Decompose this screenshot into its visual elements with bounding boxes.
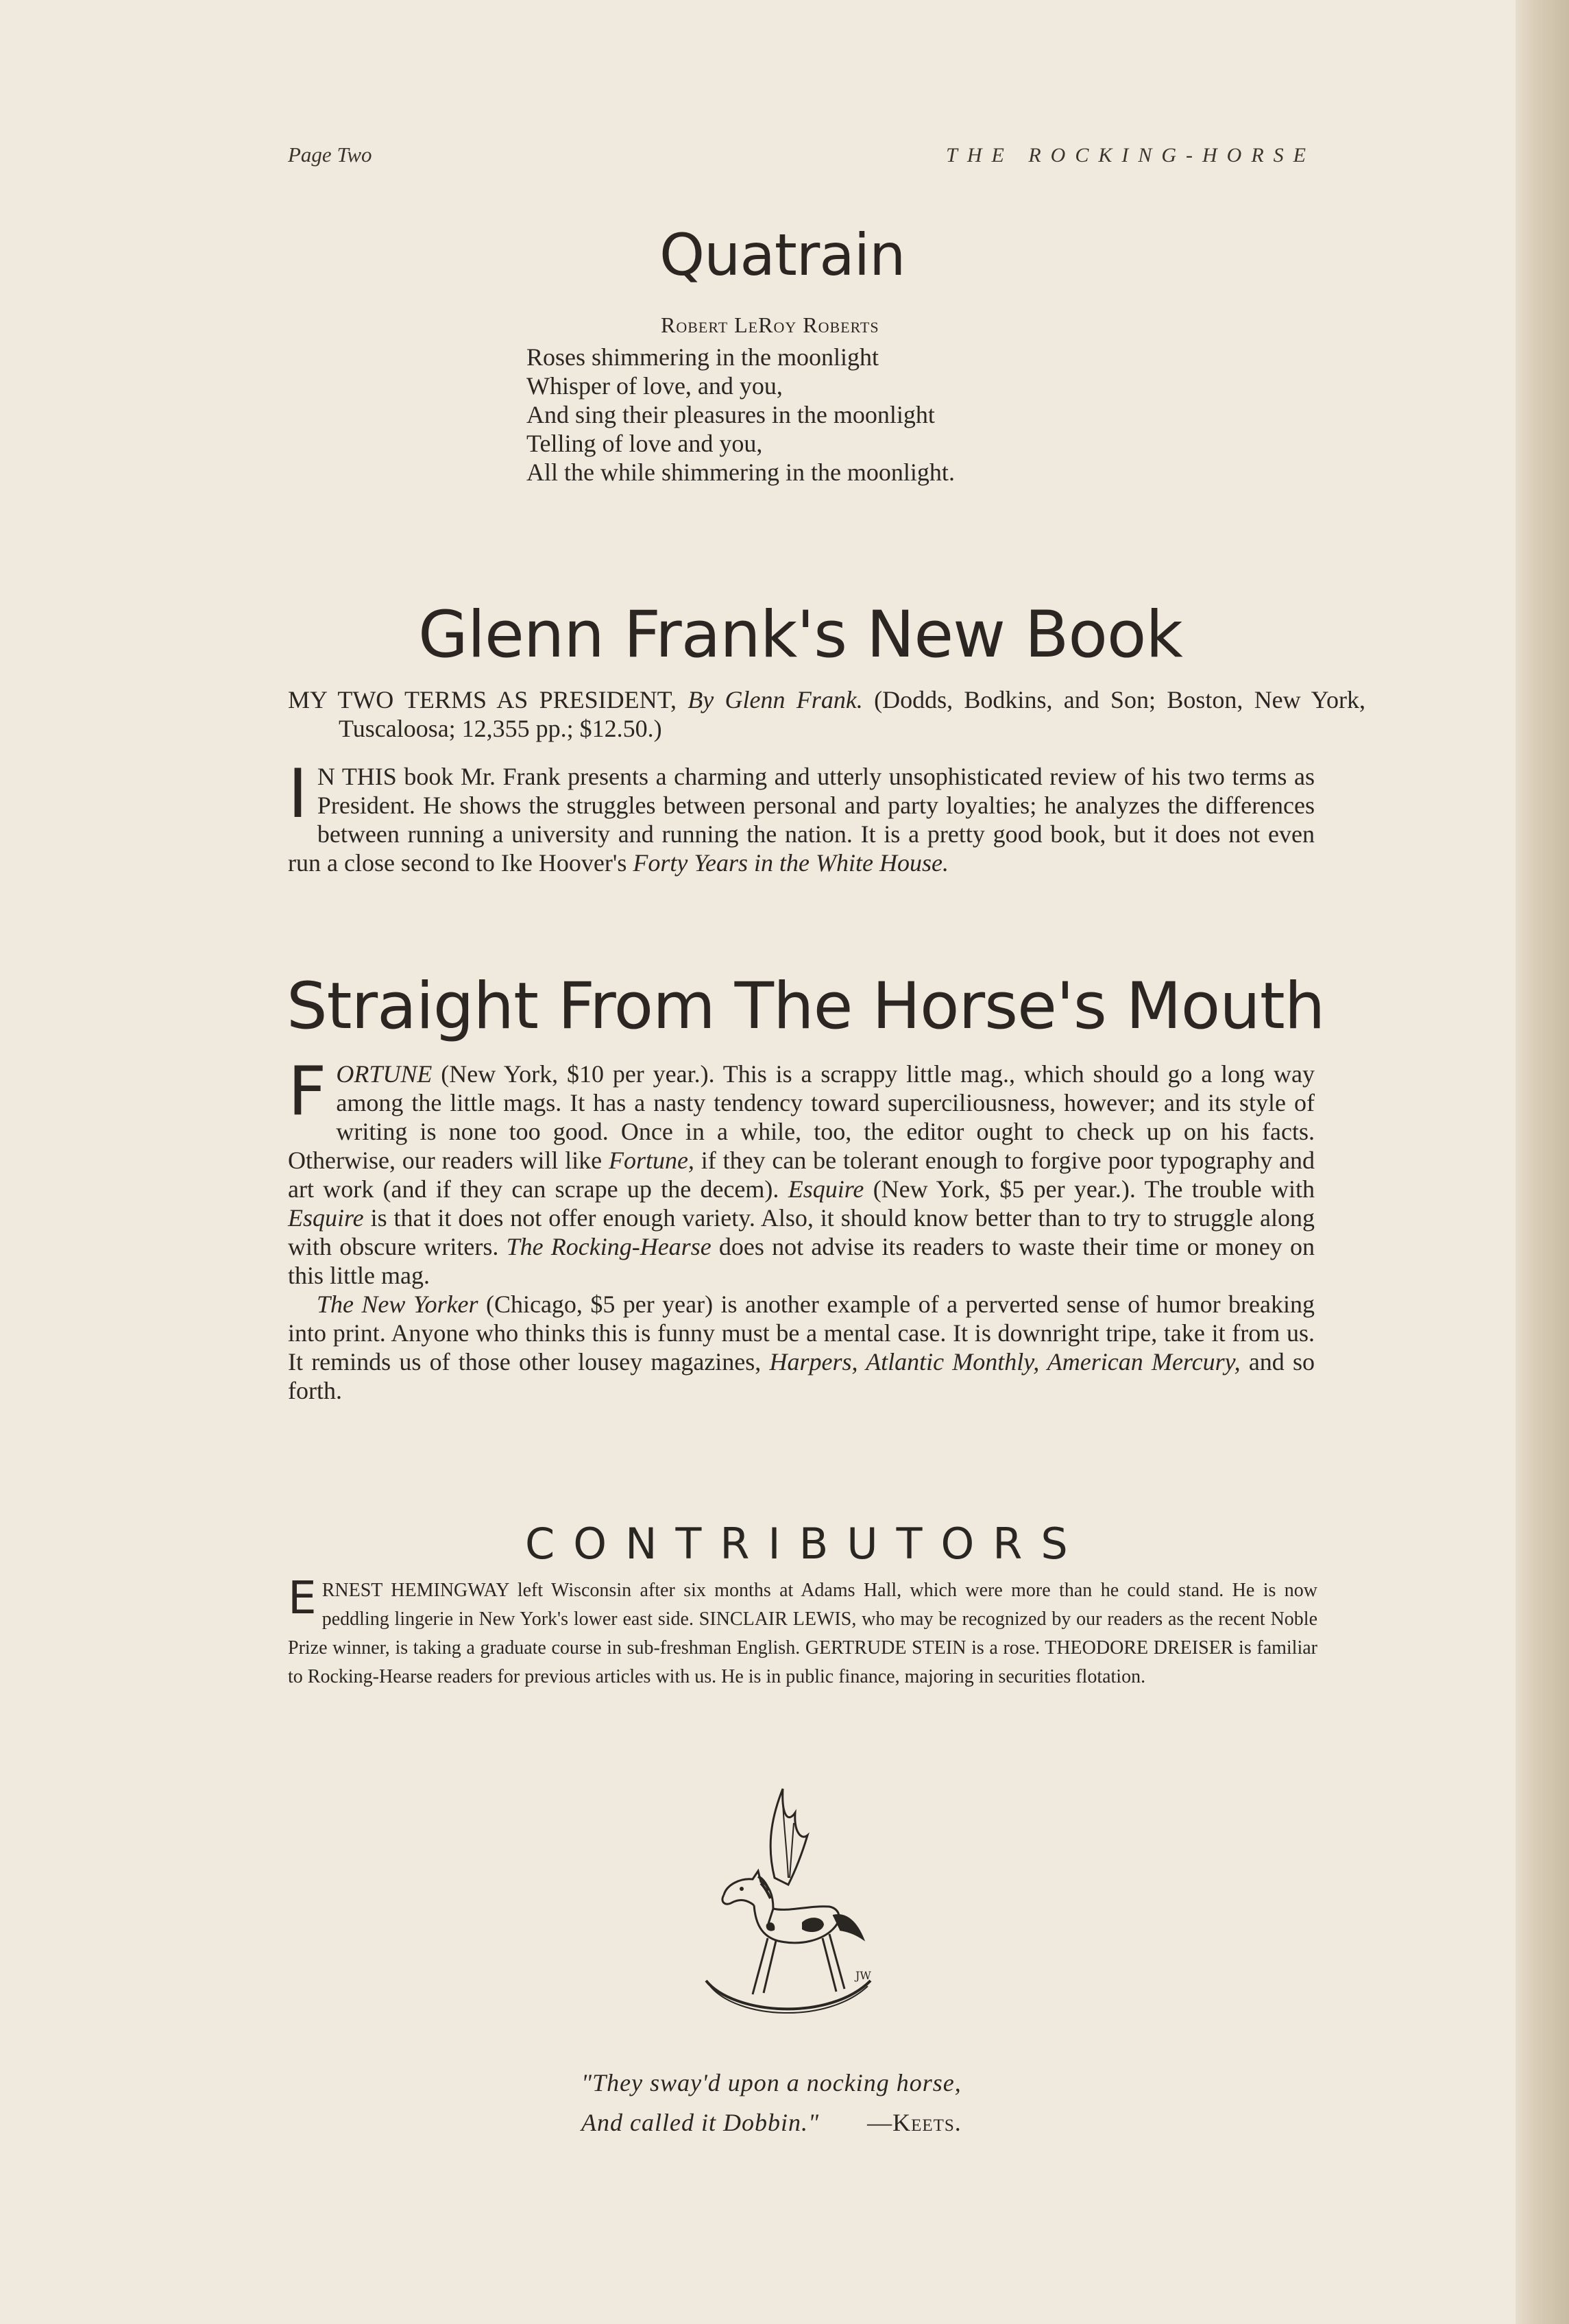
horse-mouth-article [288, 1053, 1315, 1405]
page-label: Page Two [288, 143, 372, 167]
magazine-name: Harpers, Atlantic Monthly, American Mercury, [769, 1348, 1241, 1375]
contributors-body: RNEST HEMINGWAY left Wisconsin after six months at Adams Hall, which were more than he could stand. He is now peddling lingerie in New York's lower east side. SINCLAIR LEWIS, who may be recognized by our readers as the recent Noble Prize winner, is taking a graduate course in sub-freshman English. GERTRUDE STEIN is a rose. THEODORE DREISER is familiar to Rocking-Hearse readers for previous articles with us. He is in public finance, majoring in securities flotation. [288, 1580, 1317, 1687]
running-head [288, 143, 1315, 167]
magazine-name: The New Yorker [317, 1291, 478, 1318]
article-text: (New York, $5 per year.). The trouble with [873, 1175, 1315, 1203]
quatrain-title: Quatrain [659, 221, 905, 289]
book-publication-info: (Dodds, Bodkins, and Son; Boston, New York, Tuscaloosa; 12,355 pp.; $12.50.) [339, 686, 1366, 742]
rocking-horse-illustration [692, 1775, 884, 2049]
poem-line: Roses shimmering in the moonlight [526, 343, 879, 371]
book-author: By Glenn Frank. [688, 686, 863, 713]
glenn-frank-title: Glenn Frank's New Book [418, 598, 1182, 672]
drop-cap: I [288, 755, 308, 833]
quote-line: And called it Dobbin." [581, 2109, 820, 2136]
article-paragraph [288, 1290, 1315, 1405]
closing-quote [581, 2063, 962, 2142]
magazine-name: ORTUNE [336, 1060, 433, 1088]
poem-line: Telling of love and you, [526, 430, 763, 457]
magazine-name: Esquire [288, 1204, 364, 1232]
poem-line: Whisper of love, and you, [526, 372, 783, 400]
review-text: N THIS book Mr. Frank presents a charming and utterly unsophisticated review of his two terms as President. He shows the struggles between personal and party loyalties; he analyzes the differences between running a university and running the nation. It is a pretty good book, but it does not even run a close second to Ike Hoover's [288, 763, 1315, 877]
book-citation [288, 685, 1365, 743]
quote-line-2 [581, 2103, 962, 2142]
poem [526, 343, 955, 487]
poem-line: And sing their pleasures in the moonlight [526, 401, 935, 428]
book-title: MY TWO TERMS AS PRESIDENT, [288, 686, 677, 713]
magazine-name: The Rocking-Hearse [506, 1233, 711, 1260]
article-text: (New York, $10 per year.). This is a scrappy little mag., which should go a long way among the little mags. It has a nasty tendency toward superciliousness, however; and its style of writing is none too good. Once in a while, too, the editor ought to check up on his facts. Otherwise, our readers will like [288, 1060, 1315, 1174]
contributors-title: CONTRIBUTORS [525, 1519, 1086, 1569]
quote-attribution: —Keets. [867, 2109, 962, 2136]
review-text-italic: Forty Years in the White House. [633, 849, 949, 877]
poem-line: All the while shimmering in the moonlight. [526, 458, 955, 486]
article-text: (Chicago, $5 per year) is another example of a perverted sense of humor breaking into print. Anyone who thinks this is funny must be a mental case. It is downright tripe, take it from us. It reminds us of those other lousey magazines, [288, 1291, 1315, 1375]
quote-line: "They sway'd upon a nocking horse, [581, 2069, 962, 2096]
article-text: if they can be tolerant enough to forgive poor typography and art work (and if they can scrape up the decem). [288, 1147, 1315, 1203]
contributors-text [288, 1571, 1317, 1691]
article-text: does not advise its readers to waste their time or money on this little mag. [288, 1233, 1315, 1289]
publication-title: THE ROCKING-HORSE [946, 144, 1315, 167]
article-paragraph [288, 1053, 1315, 1290]
illustration-signature: JW [855, 1969, 871, 1982]
page-edge-shadow [1516, 0, 1569, 2324]
glenn-frank-review [288, 755, 1315, 877]
article-text: and so forth. [288, 1348, 1315, 1404]
magazine-name: Fortune, [608, 1147, 694, 1174]
magazine-name: Esquire [788, 1175, 864, 1203]
quatrain-author: Robert LeRoy Roberts [661, 313, 879, 337]
drop-cap: E [288, 1571, 317, 1624]
article-text: is that it does not offer enough variety. Also, it should know better than to try to struggle along with obscure writers. [288, 1204, 1315, 1260]
horse-mouth-title: Straight From The Horse's Mouth [287, 969, 1325, 1044]
drop-cap: F [288, 1053, 327, 1131]
